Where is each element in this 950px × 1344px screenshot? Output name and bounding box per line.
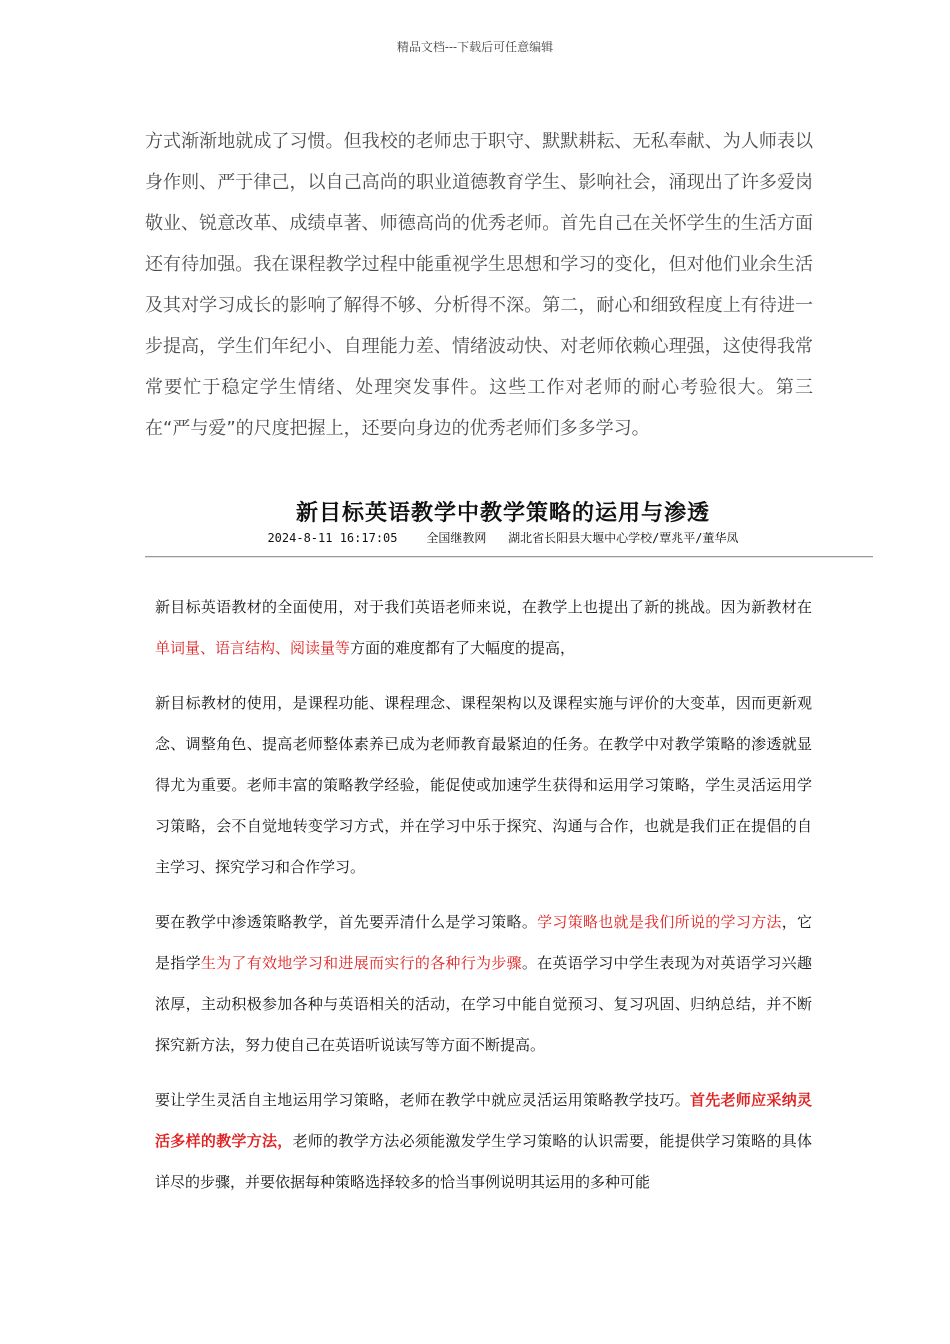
paragraph-1-text-b: 方面的难度都有了大幅度的提高， xyxy=(350,639,576,657)
paragraph-1-text-a: 新目标英语教材的全面使用，对于我们英语老师来说，在教学上也提出了新的挑战。因为新教材在 xyxy=(155,598,812,616)
article-meta: 2024-8-11 16:17:05 全国继教网 湖北省长阳县大堰中心学校/覃兆平/董华凤 xyxy=(267,531,739,545)
paragraph-4-text-a: 要让学生灵活自主地运用学习策略，老师在教学中就应灵活运用策略教学技巧。 xyxy=(155,1091,690,1109)
paragraph-3-highlight-2: 生为了有效地学习和进展而实行的各种行为步骤 xyxy=(200,954,522,972)
article-body xyxy=(155,587,812,1217)
paragraph-2: 新目标教材的使用，是课程功能、课程理念、课程架构以及课程实施与评价的大变革，因而更新观念、调整角色、提高老师整体素养已成为老师教育最紧迫的任务。在教学中对教学策略的渗透就显得尤为重要。老师丰富的策略教学经验，能促使或加速学生获得和运用学习策略，学生灵活运用学习策略，会不自觉地转变学习方式，并在学习中乐于探究、沟通与合作，也就是我们正在提倡的自主学习、探究学习和合作学习。 xyxy=(155,694,812,876)
title-divider xyxy=(145,556,873,558)
intro-section xyxy=(145,121,813,449)
article-title: 新目标英语教学中教学策略的运用与渗透 xyxy=(295,501,710,526)
paragraph-4-highlight: 首先老师应采纳灵活多样的教学方法， xyxy=(155,1091,812,1150)
paragraph-3-text-a: 要在教学中渗透策略教学，首先要弄清什么是学习策略。 xyxy=(155,913,538,931)
paragraph-1 xyxy=(155,587,812,669)
paragraph-3 xyxy=(155,902,812,1066)
intro-paragraph: 方式渐渐地就成了习惯。但我校的老师忠于职守、默默耕耘、无私奉献、为人师表以身作则、严于律己，以自己高尚的职业道德教育学生、影响社会，涌现出了许多爱岗敬业、锐意改革、成绩卓著、师德高尚的优秀老师。首先自己在关怀学生的生活方面还有待加强。我在课程教学过程中能重视学生思想和学习的变化，但对他们业余生活及其对学习成长的影响了解得不够、分析得不深。第二，耐心和细致程度上有待进一步提高，学生们年纪小、自理能力差、情绪波动快、对老师依赖心理强，这使得我常常要忙于稳定学生情绪、处理突发事件。这些工作对老师的耐心考验很大。第三在“严与爱”的尺度把握上，还要向身边的优秀老师们多多学习。 xyxy=(145,131,813,439)
paragraph-4-text-b: 老师的教学方法必须能激发学生学习策略的认识需要，能提供学习策略的具体详尽的步骤，并要依据每种策略选择较多的恰当事例说明其运用的多种可能 xyxy=(155,1132,812,1191)
paragraph-1-highlight: 单词量、语言结构、阅读量等 xyxy=(155,639,351,657)
paragraph-4 xyxy=(155,1080,812,1203)
document-watermark: 精品文档---下载后可任意编辑 xyxy=(396,40,554,54)
paragraph-3-highlight-1: 学习策略也就是我们所说的学习方法 xyxy=(537,913,782,931)
paragraph-3-text-b: ，它是指学 xyxy=(155,913,812,972)
paragraph-3-text-c: 。在英语学习中学生表现为对英语学习兴趣浓厚，主动积极参加各种与英语相关的活动，在学习中能自觉预习、复习巩固、归纳总结，并不断探究新方法，努力使自己在英语听说读写等方面不断提高。 xyxy=(155,954,812,1054)
